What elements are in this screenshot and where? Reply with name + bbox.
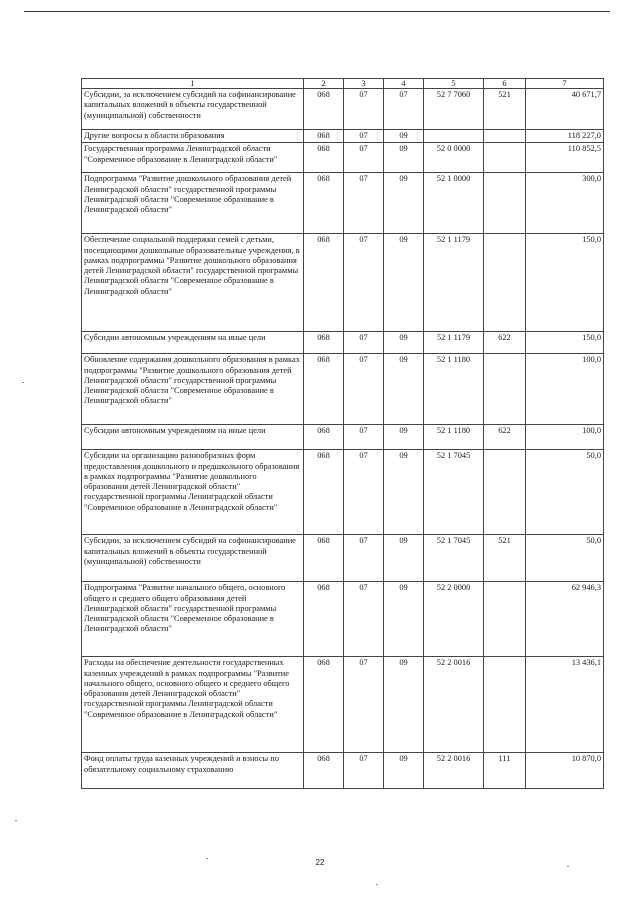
row-name: Субсидии, за исключением субсидий на софинансирование капитальных вложений в объекты государственной (муниципальной) собственности xyxy=(82,89,304,130)
row-section-code: 07 xyxy=(344,535,384,582)
row-target-code: 52 1 1180 xyxy=(424,425,484,450)
row-amount: 10 870,0 xyxy=(526,753,604,789)
row-name: Субсидии автономным учреждениям на иные цели xyxy=(82,332,304,354)
table-row xyxy=(82,582,604,657)
row-subsection-code: 07 xyxy=(384,89,424,130)
row-amount: 50,0 xyxy=(526,535,604,582)
row-expense-type xyxy=(484,354,526,425)
row-subsection-code: 09 xyxy=(384,657,424,753)
row-amount: 100,0 xyxy=(526,425,604,450)
row-name: Подпрограмма "Развитие дошкольного образования детей Ленинградской области" государственной программы Ленинградской области "Современное образование в Ленинградской области" xyxy=(82,173,304,234)
row-subsection-code: 09 xyxy=(384,582,424,657)
row-amount: 150,0 xyxy=(526,234,604,332)
row-name: Субсидии, за исключением субсидий на софинансирование капитальных вложений в объекты государственной (муниципальной) собственности xyxy=(82,535,304,582)
row-ministry-code: 068 xyxy=(304,582,344,657)
budget-table xyxy=(81,78,604,789)
table-row xyxy=(82,130,604,143)
row-ministry-code: 068 xyxy=(304,425,344,450)
row-amount: 110 852,5 xyxy=(526,143,604,173)
row-ministry-code: 068 xyxy=(304,657,344,753)
row-section-code: 07 xyxy=(344,332,384,354)
table-row xyxy=(82,657,604,753)
table-row xyxy=(82,332,604,354)
row-name: Расходы на обеспечение деятельности государственных казенных учреждений в рамках подпрограммы "Развитие начального общего, основного общего и среднего общего образования детей Ленинградской области" государственной программы Ленинградской области "Современное образование в Ленинградской области" xyxy=(82,657,304,753)
row-subsection-code: 09 xyxy=(384,173,424,234)
row-expense-type xyxy=(484,234,526,332)
column-header: 6 xyxy=(484,79,526,89)
row-ministry-code: 068 xyxy=(304,89,344,130)
row-name: Субсидии на организацию разнообразных форм предоставления дошкольного и предшкольного образования в рамках подпрограммы "Развитие дошкольного образования детей Ленинградской области" государственной программы Ленинградской области "Современное образование в Ленинградской области" xyxy=(82,450,304,535)
row-section-code: 07 xyxy=(344,582,384,657)
scan-speck xyxy=(376,884,378,885)
row-target-code: 52 1 1180 xyxy=(424,354,484,425)
row-section-code: 07 xyxy=(344,354,384,425)
row-name: Обеспечение социальной поддержки семей с детьми, посещающими дошкольные образовательные учреждения, в рамках подпрограммы "Развитие дошкольного образования детей Ленинградской области" государственной программы Ленинградской области "Современное образование в Ленинградской области" xyxy=(82,234,304,332)
row-amount: 13 436,1 xyxy=(526,657,604,753)
column-header: 7 xyxy=(526,79,604,89)
table-row xyxy=(82,354,604,425)
row-section-code: 07 xyxy=(344,657,384,753)
row-expense-type: 622 xyxy=(484,332,526,354)
row-section-code: 07 xyxy=(344,234,384,332)
row-subsection-code: 09 xyxy=(384,143,424,173)
table-header-row xyxy=(82,79,604,89)
row-subsection-code: 09 xyxy=(384,753,424,789)
row-amount: 118 227,0 xyxy=(526,130,604,143)
row-section-code: 07 xyxy=(344,89,384,130)
row-subsection-code: 09 xyxy=(384,535,424,582)
row-ministry-code: 068 xyxy=(304,354,344,425)
row-ministry-code: 068 xyxy=(304,450,344,535)
row-ministry-code: 068 xyxy=(304,332,344,354)
row-amount: 150,0 xyxy=(526,332,604,354)
row-amount: 62 946,3 xyxy=(526,582,604,657)
row-section-code: 07 xyxy=(344,130,384,143)
row-amount: 50,0 xyxy=(526,450,604,535)
table-row xyxy=(82,753,604,789)
scan-speck xyxy=(15,820,17,821)
row-amount: 40 671,7 xyxy=(526,89,604,130)
row-name: Другие вопросы в области образования xyxy=(82,130,304,143)
row-name: Субсидии автономным учреждениям на иные цели xyxy=(82,425,304,450)
row-expense-type xyxy=(484,582,526,657)
row-expense-type: 521 xyxy=(484,89,526,130)
row-expense-type xyxy=(484,657,526,753)
row-expense-type xyxy=(484,130,526,143)
scan-speck xyxy=(22,382,24,383)
column-header: 2 xyxy=(304,79,344,89)
scan-speck xyxy=(206,858,208,859)
row-expense-type: 622 xyxy=(484,425,526,450)
row-target-code: 52 0 0000 xyxy=(424,143,484,173)
row-ministry-code: 068 xyxy=(304,173,344,234)
row-expense-type xyxy=(484,173,526,234)
row-ministry-code: 068 xyxy=(304,753,344,789)
top-rule xyxy=(24,11,610,12)
row-name: Фонд оплаты труда казенных учреждений и взносы по обязательному социальному страхованию xyxy=(82,753,304,789)
table-row xyxy=(82,143,604,173)
row-name: Государственная программа Ленинградской области "Современное образование в Ленинградской области" xyxy=(82,143,304,173)
row-target-code: 52 2 0000 xyxy=(424,582,484,657)
row-name: Подпрограмма "Развитие начального общего, основного общего и среднего общего образования детей Ленинградской области" государственной программы Ленинградской области "Современное образование в Ленинградской области" xyxy=(82,582,304,657)
row-ministry-code: 068 xyxy=(304,234,344,332)
row-section-code: 07 xyxy=(344,143,384,173)
row-target-code: 52 2 0016 xyxy=(424,657,484,753)
row-target-code: 52 1 1179 xyxy=(424,332,484,354)
column-header: 1 xyxy=(82,79,304,89)
row-subsection-code: 09 xyxy=(384,425,424,450)
row-target-code xyxy=(424,130,484,143)
row-target-code: 52 1 7045 xyxy=(424,535,484,582)
row-subsection-code: 09 xyxy=(384,354,424,425)
row-target-code: 52 2 0016 xyxy=(424,753,484,789)
row-target-code: 52 1 1179 xyxy=(424,234,484,332)
scan-speck xyxy=(567,866,569,867)
row-ministry-code: 068 xyxy=(304,143,344,173)
row-expense-type xyxy=(484,143,526,173)
row-subsection-code: 09 xyxy=(384,332,424,354)
row-section-code: 07 xyxy=(344,753,384,789)
page-number: 22 xyxy=(315,858,325,867)
row-section-code: 07 xyxy=(344,425,384,450)
row-section-code: 07 xyxy=(344,450,384,535)
table-row xyxy=(82,173,604,234)
column-header: 4 xyxy=(384,79,424,89)
table-row xyxy=(82,535,604,582)
table-row xyxy=(82,89,604,130)
column-header: 3 xyxy=(344,79,384,89)
row-section-code: 07 xyxy=(344,173,384,234)
row-ministry-code: 068 xyxy=(304,130,344,143)
row-subsection-code: 09 xyxy=(384,130,424,143)
table-row xyxy=(82,234,604,332)
row-name: Обновление содержания дошкольного образования в рамках подпрограммы "Развитие дошкольного образования детей Ленинградской области" государственной программы Ленинградской области "Современное образование в Ленинградской области" xyxy=(82,354,304,425)
column-header: 5 xyxy=(424,79,484,89)
row-expense-type: 521 xyxy=(484,535,526,582)
row-amount: 300,0 xyxy=(526,173,604,234)
row-target-code: 52 1 0000 xyxy=(424,173,484,234)
row-amount: 100,0 xyxy=(526,354,604,425)
row-target-code: 52 1 7045 xyxy=(424,450,484,535)
table-row xyxy=(82,450,604,535)
row-expense-type: 111 xyxy=(484,753,526,789)
row-subsection-code: 09 xyxy=(384,234,424,332)
table-row xyxy=(82,425,604,450)
row-ministry-code: 068 xyxy=(304,535,344,582)
row-target-code: 52 7 7060 xyxy=(424,89,484,130)
row-subsection-code: 09 xyxy=(384,450,424,535)
row-expense-type xyxy=(484,450,526,535)
